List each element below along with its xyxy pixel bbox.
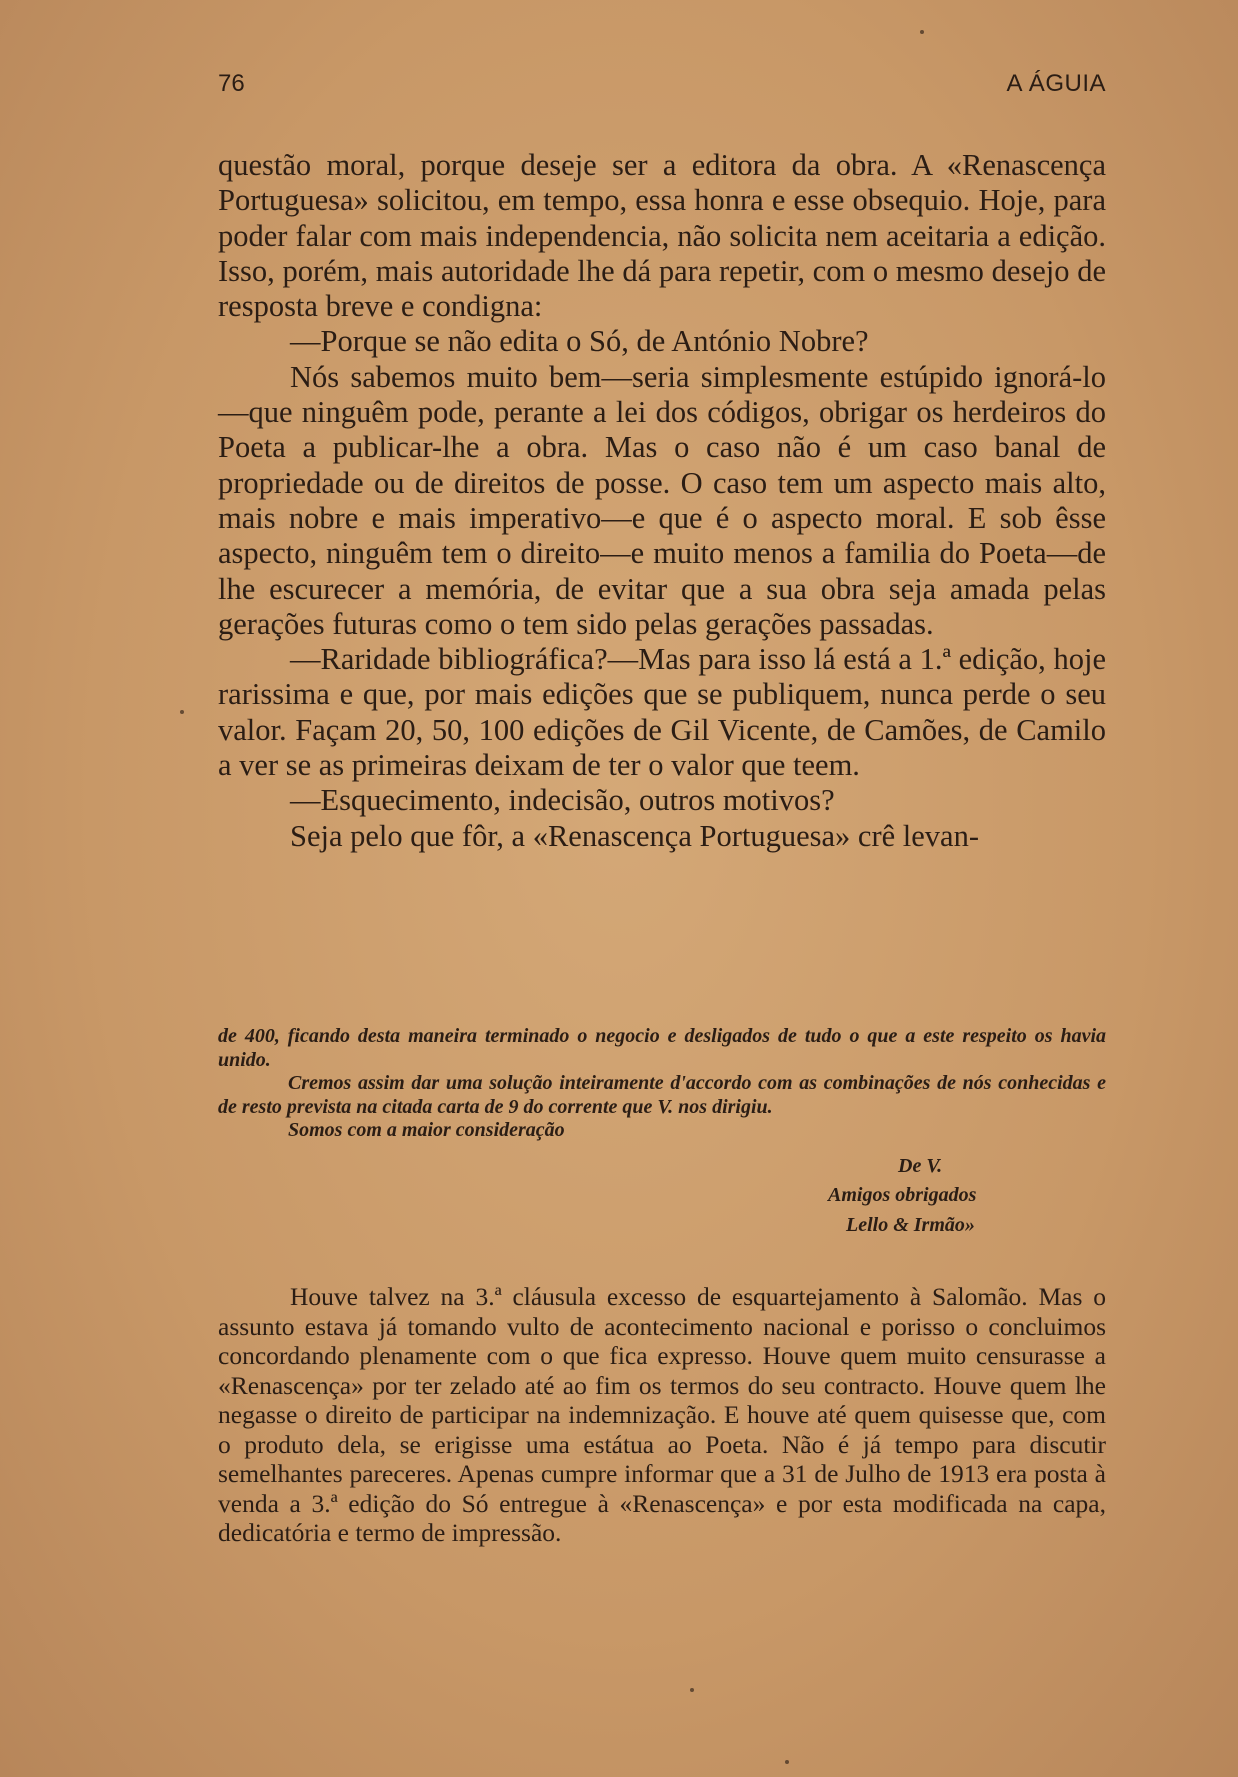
print-speck [690,1688,694,1692]
main-text [218,148,1106,854]
paragraph-1: questão moral, porque deseje ser a editora da obra. A «Renascença Portuguesa» solicitou, em tempo, essa honra e esse obsequio. Hoje, para poder falar com mais independencia, não solicita nem aceitaria a edição. Isso, porém, mais autoridade lhe dá para repetir, com o mesmo desejo de resposta breve e condigna: [218,148,1106,324]
print-speck [920,30,924,34]
paragraph-6: Seja pelo que fôr, a «Renascença Portuguesa» crê levan- [290,818,979,853]
footnote-signature-line-3: Lello & Irmão» [846,1213,975,1236]
footnote-signature-line-2: Amigos obrigados [828,1184,977,1206]
closing-paragraph: Houve talvez na 3.ª cláusula excesso de esquartejamento à Salomão. Mas o assunto estava já tomando vulto de acontecimento nacional e porisso o concluimos concordando plenamente com o que fica expresso. Houve quem muito censurasse a «Renascença» por ter zelado até ao fim os termos do seu contracto. Houve quem lhe negasse o direito de participar na indemnização. E houve até quem quisesse que, com o produto dela, se erigisse uma estátua ao Poeta. Não é já tempo para discutir semelhantes pareceres. Apenas cumpre informar que a 31 de Julho de 1913 era posta à venda a 3.ª edição do Só entregue à «Renascença» e por esta modificada na capa, dedicatória e termo de impressão. [218,1282,1106,1547]
closing-text [218,1282,1106,1548]
page-header [218,70,1106,104]
footnote-letter [218,1025,1106,1237]
footnote-signature-line-1: De V. [898,1154,943,1177]
running-title: A ÁGUIA [1006,70,1106,97]
footnote-paragraph-1: de 400, ficando desta maneira terminado o negocio e desligados de tudo o que a este respeito os havia unido. [218,1025,1106,1071]
print-speck [180,710,184,714]
print-speck [785,1760,789,1764]
paragraph-4: —Raridade bibliográfica?—Mas para isso lá está a 1.ª edição, hoje rarissima e que, por mais edições que se publiquem, nunca perde o seu valor. Façam 20, 50, 100 edições de Gil Vicente, de Camões, de Camilo a ver se as primeiras deixam de ter o valor que teem. [218,642,1106,783]
footnote-paragraph-2: Cremos assim dar uma solução inteiramente d'accordo com as combinações de nós conhecidas e de resto prevista na citada carta de 9 do corrente que V. nos dirigiu. [218,1072,1106,1118]
page-number: 76 [218,70,245,97]
paragraph-5: —Esquecimento, indecisão, outros motivos? [290,783,835,818]
paragraph-3: Nós sabemos muito bem—seria simplesmente estúpido ignorá-lo—que ninguêm pode, perante a lei dos códigos, obrigar os herdeiros do Poeta a publicar-lhe a obra. Mas o caso não é um caso banal de propriedade ou de direitos de posse. O caso tem um aspecto mais alto, mais nobre e mais imperativo—e que é o aspecto moral. E sob êsse aspecto, ninguêm tem o direito—e muito menos a familia do Poeta—de lhe escurecer a memória, de evitar que a sua obra seja amada pelas gerações futuras como o tem sido pelas gerações passadas. [218,359,1106,641]
footnote-paragraph-3: Somos com a maior consideração [288,1119,565,1141]
paragraph-2: —Porque se não edita o Só, de António Nobre? [290,324,869,359]
